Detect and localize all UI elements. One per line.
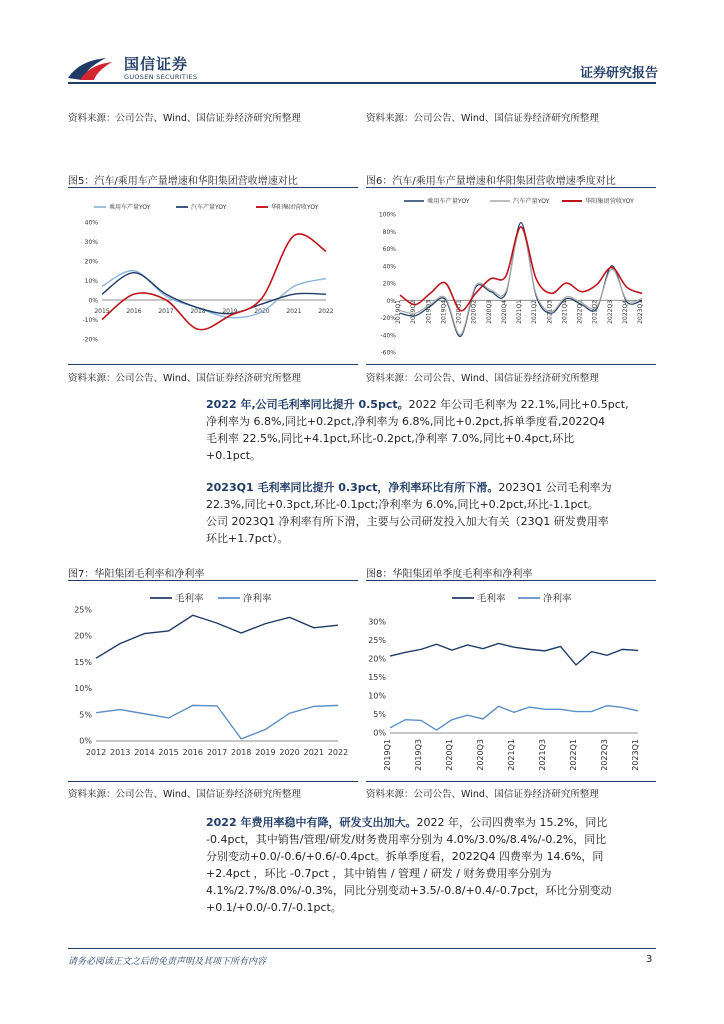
x-tick-label: 2016 <box>126 308 142 315</box>
logo <box>66 52 206 84</box>
report-type: 证券研究报告 <box>580 66 659 81</box>
footer-rule <box>68 948 656 949</box>
x-tick-label: 2022Q1 <box>569 739 578 771</box>
x-tick-label: 2020 <box>279 748 300 757</box>
y-tick-label: -20% <box>380 315 396 322</box>
source-note: 资料来源：公司公告、Wind、国信证券经济研究所整理 <box>366 789 599 800</box>
x-tick-label: 2021Q3 <box>538 739 547 771</box>
y-tick-label: 25% <box>74 605 92 615</box>
logo-mark-icon <box>66 56 114 82</box>
figure-title: 图6：汽车/乘用车产量增速和华阳集团营收增速季度对比 <box>366 176 616 187</box>
x-tick-label: 2022 <box>327 748 349 757</box>
y-tick-label: 5% <box>373 710 386 719</box>
x-tick-label: 2022Q2 <box>591 300 599 324</box>
chart-fig7 <box>68 584 358 780</box>
x-tick-label: 2021Q3 <box>546 300 554 324</box>
y-tick-label: -10% <box>82 317 98 324</box>
paragraph-text: -0.4pct，其中销售/管理/研发/财务费用率分别为 4.0%/3.0%/8.4%/-0.2%，同比 <box>206 833 607 846</box>
x-tick-label: 2022Q3 <box>606 300 614 324</box>
x-tick-label: 2016 <box>182 748 203 757</box>
x-tick-label: 2022Q3 <box>600 739 609 771</box>
y-tick-label: 20% <box>84 258 98 266</box>
x-tick-label: 2019 <box>222 308 238 315</box>
figure-rule <box>68 781 358 782</box>
x-tick-label: 2018 <box>190 308 206 315</box>
y-tick-label: 0% <box>79 736 92 746</box>
paragraph-expense <box>206 814 658 916</box>
chart-fig6 <box>366 192 656 362</box>
figure-rule <box>68 187 358 188</box>
y-tick-label: 30% <box>84 239 98 246</box>
source-note: 资料来源：公司公告、Wind、国信证券经济研究所整理 <box>68 373 301 384</box>
x-tick-label: 2019Q3 <box>425 300 433 324</box>
logo-en: GUOSEN SECURITIES <box>124 73 198 81</box>
source-note: 资料来源：公司公告、Wind、国信证券经济研究所整理 <box>366 113 599 124</box>
x-tick-label: 2020Q3 <box>476 739 485 771</box>
y-tick-label: 80% <box>382 228 396 236</box>
x-tick-label: 2018 <box>231 748 252 757</box>
y-tick-label: 10% <box>368 691 386 701</box>
y-tick-label: 10% <box>74 684 92 694</box>
x-tick-label: 2020Q2 <box>470 300 478 324</box>
logo-cn: 国信证券 <box>124 55 189 73</box>
x-tick-label: 2021 <box>303 748 324 757</box>
paragraph-text: 分别变动+0.0/-0.6/+0.6/-0.4pct。拆单季度看，2022Q4 四费率为 14.6%，同 <box>206 850 604 863</box>
y-tick-label: 25% <box>368 636 386 645</box>
x-tick-label: 2022 <box>318 308 334 315</box>
y-tick-label: 15% <box>74 657 92 667</box>
x-tick-label: 2023Q1 <box>631 739 640 771</box>
x-tick-label: 2019Q1 <box>395 300 402 324</box>
paragraph-margin <box>206 396 658 464</box>
x-tick-label: 2020Q1 <box>445 739 454 771</box>
x-tick-label: 2021Q2 <box>531 300 539 324</box>
x-tick-label: 2020Q1 <box>455 300 463 324</box>
footer-disclaimer: 请务必阅读正文之后的免责声明及其项下所有内容 <box>68 957 267 967</box>
legend-label: 毛利率 <box>477 593 506 605</box>
figure-rule <box>366 580 656 581</box>
y-tick-label: 20% <box>74 631 92 641</box>
y-tick-label: -20% <box>82 336 98 344</box>
x-tick-label: 2019Q2 <box>410 300 418 324</box>
x-tick-label: 2019 <box>255 748 276 757</box>
paragraph-text: 2022 年，公司四费率为 15.2%，同比 <box>416 816 608 829</box>
paragraph-text: 毛利率 22.5%,同比+4.1pct,环比-0.2pct,净利率 7.0%,同比+0.4pct,环比 <box>206 432 575 445</box>
paragraph-text: +0.1pct。 <box>206 449 262 462</box>
paragraph-text: 2023Q1 公司毛利率为 <box>498 481 612 494</box>
y-tick-label: -60% <box>380 349 396 357</box>
x-tick-label: 2022Q4 <box>621 300 629 324</box>
y-tick-label: 5% <box>79 710 92 720</box>
paragraph-text: +0.1/+0.0/-0.7/-0.1pct。 <box>206 901 342 914</box>
y-tick-label: 0% <box>88 297 98 305</box>
source-note: 资料来源：公司公告、Wind、国信证券经济研究所整理 <box>366 373 599 384</box>
paragraph-text: 4.1%/2.7%/8.0%/-0.3%，同比分别变动+3.5/-0.8/+0.4/-0.7pct，环比分别变动 <box>206 884 612 897</box>
series-line-1 <box>390 643 638 664</box>
legend-label: 净利率 <box>243 593 272 605</box>
page-number: 3 <box>646 954 653 965</box>
y-tick-label: 60% <box>382 246 396 253</box>
source-note: 资料来源：公司公告、Wind、国信证券经济研究所整理 <box>68 113 301 124</box>
figure-title: 图8：华阳集团单季度毛利率和净利率 <box>366 569 533 580</box>
y-tick-label: 15% <box>368 673 386 682</box>
series-line-3 <box>400 227 642 311</box>
figure-title: 图5：汽车/乘用车产量增速和华阳集团营收增速对比 <box>68 176 298 187</box>
paragraph-text: 环比+1.7pct）。 <box>206 532 289 545</box>
paragraph-text: 22.3%,同比+0.3pct,环比-0.1pct;净利率为 6.0%,同比+0.2pct,环比-1.1pct。 <box>206 498 599 511</box>
x-tick-label: 2012 <box>85 748 107 757</box>
header-rule <box>68 82 656 84</box>
legend-label: 汽车产量YOY <box>513 198 550 206</box>
x-tick-label: 2017 <box>206 748 228 757</box>
series-line-1 <box>96 615 338 658</box>
x-tick-label: 2019Q1 <box>383 739 392 771</box>
x-tick-label: 2022Q1 <box>576 300 584 324</box>
paragraph-lead: 2023Q1 毛利率同比提升 0.3pct，净利率环比有所下滑。 <box>206 481 499 494</box>
y-tick-label: 0% <box>386 297 396 305</box>
paragraph-text: 公司 2023Q1 净利率有所下滑，主要与公司研发投入加大有关（23Q1 研发费用率 <box>206 515 609 528</box>
figure-rule <box>366 781 656 782</box>
chart-fig5 <box>68 192 358 362</box>
x-tick-label: 2019Q4 <box>440 300 448 324</box>
x-tick-label: 2015 <box>94 308 110 315</box>
legend-label: 乘用车产量YOY <box>109 204 151 212</box>
x-tick-label: 2015 <box>158 748 179 757</box>
y-tick-label: -40% <box>380 332 396 340</box>
x-tick-label: 2020Q4 <box>500 300 508 324</box>
y-tick-label: 0% <box>373 728 386 738</box>
figure-rule <box>68 580 358 581</box>
chart-fig8 <box>366 584 656 780</box>
figure-rule <box>68 364 358 365</box>
x-tick-label: 2013 <box>110 748 131 757</box>
legend-label: 毛利率 <box>175 593 204 605</box>
series-line-2 <box>390 706 638 730</box>
paragraph-lead: 2022 年,公司毛利率同比提升 0.5pct。 <box>206 398 409 411</box>
y-tick-label: 30% <box>368 617 386 627</box>
x-tick-label: 2014 <box>134 748 155 757</box>
x-tick-label: 2021 <box>286 308 302 315</box>
paragraph-text: 净利率为 6.8%,同比+0.2pct,净利率为 6.8%,同比+0.2pct,拆单季度看,2022Q4 <box>206 415 606 428</box>
legend-label: 华阳集团营收YOY <box>585 198 634 206</box>
series-line-3 <box>102 234 326 330</box>
paragraph-text: 2022 年公司毛利率为 22.1%,同比+0.5pct, <box>408 398 629 411</box>
legend-label: 汽车产量YOY <box>191 204 227 212</box>
figure-rule <box>366 364 656 365</box>
legend-label: 华阳集团营收YOY <box>271 204 319 212</box>
legend-label: 净利率 <box>543 593 572 605</box>
paragraph-lead: 2022 年费用率稳中有降，研发支出加大。 <box>206 816 417 829</box>
paragraph-text: +2.4pct ，环比 -0.7pct ，其中销售 / 管理 / 研发 / 财务费用率分别为 <box>206 867 552 880</box>
legend-label: 乘用车产量YOY <box>427 198 470 206</box>
y-tick-label: 40% <box>382 263 396 271</box>
source-note: 资料来源：公司公告、Wind、国信证券经济研究所整理 <box>68 789 301 800</box>
paragraph-gross-margin <box>206 479 658 547</box>
x-tick-label: 2023Q1 <box>637 300 644 324</box>
figure-title: 图7：华阳集团毛利率和净利率 <box>68 569 205 580</box>
y-tick-label: 40% <box>84 219 98 227</box>
x-tick-label: 2021Q1 <box>507 739 516 771</box>
x-tick-label: 2017 <box>158 308 174 315</box>
y-tick-label: 10% <box>84 278 98 285</box>
x-tick-label: 2019Q3 <box>414 739 423 771</box>
series-line-2 <box>96 705 338 739</box>
x-tick-label: 2020Q3 <box>485 300 493 324</box>
y-tick-label: 20% <box>382 280 396 288</box>
x-tick-label: 2021Q1 <box>516 300 523 324</box>
x-tick-label: 2021Q4 <box>561 300 569 324</box>
y-tick-label: 100% <box>378 211 396 219</box>
y-tick-label: 20% <box>368 654 386 664</box>
figure-rule <box>366 187 656 188</box>
x-tick-label: 2020 <box>254 308 270 315</box>
